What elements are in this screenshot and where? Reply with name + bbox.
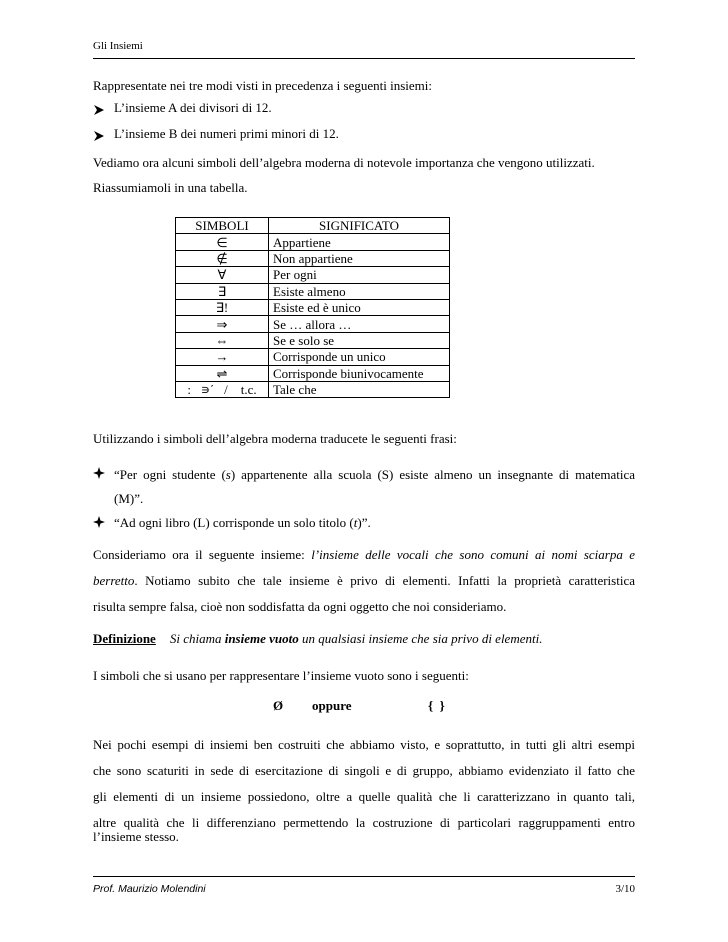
running-header: Gli Insiemi: [93, 40, 143, 52]
footer-author: Prof. Maurizio Molendini: [93, 883, 206, 895]
final-par-line: l’insieme stesso.: [93, 829, 179, 844]
definition-term: insieme vuoto: [224, 631, 299, 646]
footer-rule: [93, 876, 635, 877]
phrase-1: “Per ogni studente (s) appartenente alla scuola (S) esiste almeno un insegnante di matematica: [114, 467, 635, 482]
symbol-cell: ∉: [176, 250, 269, 266]
arrow-bullet-icon: [93, 103, 105, 119]
meaning-cell: Corrisponde biunivocamente: [269, 365, 450, 381]
meaning-cell: Se … allora …: [269, 316, 450, 332]
symbols-intro: Vediamo ora alcuni simboli dell’algebra moderna di notevole importanza che vengono utilizzati.: [93, 155, 595, 170]
symbol-cell: ∀: [176, 267, 269, 283]
table-header-row: [176, 218, 450, 234]
empty-set-par-line-3: risulta sempre falsa, cioè non soddisfatta da ogni oggetto che noi consideriamo.: [93, 599, 507, 614]
table-row: [176, 234, 450, 250]
table-row: [176, 250, 450, 266]
phrase-1-cont: (M)”.: [114, 491, 144, 506]
table-row: [176, 283, 450, 299]
header-rule: [93, 58, 635, 59]
table-row: [176, 381, 450, 397]
empty-set-par-line-2: berretto. Notiamo subito che tale insieme è privo di elementi. Infatti la proprietà caratteristica: [93, 573, 635, 588]
exercise-item-b: L’insieme B dei numeri primi minori di 12.: [114, 126, 339, 141]
table-row: [176, 332, 450, 348]
final-par-line: gli elementi di un insieme possiedono, oltre a quelle qualità che li caratterizzano in quanto tali,: [93, 789, 635, 804]
table-row: [176, 365, 450, 381]
table-row: [176, 349, 450, 365]
symbols-line: I simboli che si usano per rappresentare l’insieme vuoto sono i seguenti:: [93, 668, 469, 683]
table-row: [176, 267, 450, 283]
empty-set-symbol-1: Ø: [273, 698, 284, 713]
table-row: [176, 299, 450, 315]
meaning-cell: Tale che: [269, 381, 450, 397]
symbol-cell: ⇔: [176, 332, 269, 348]
table-header-meaning: SIGNIFICATO: [269, 218, 450, 234]
symbol-cell: →: [176, 349, 269, 365]
phrase-2: “Ad ogni libro (L) corrisponde un solo titolo (t)”.: [114, 515, 371, 530]
final-par-line: altre qualità che li differenziano permettendo la costruzione di particolari raggruppamenti entro: [93, 815, 635, 830]
meaning-cell: Corrisponde un unico: [269, 349, 450, 365]
table-row: [176, 316, 450, 332]
empty-set-symbol-2: { }: [428, 698, 445, 713]
intro-text: Rappresentate nei tre modi visti in precedenza i seguenti insiemi:: [93, 78, 432, 93]
definition-line: Definizione Si chiama insieme vuoto un qualsiasi insieme che sia privo di elementi.: [93, 631, 543, 646]
final-par-line: Nei pochi esempi di insiemi ben costruiti che abbiamo visto, e soprattutto, in tutti gli altri esempi: [93, 737, 635, 752]
meaning-cell: Appartiene: [269, 234, 450, 250]
symbol-cell: ⇒: [176, 316, 269, 332]
table-header-symbols: SIMBOLI: [176, 218, 269, 234]
translate-intro: Utilizzando i simboli dell’algebra moderna traducete le seguenti frasi:: [93, 431, 457, 446]
diamond-bullet-icon: [93, 467, 105, 483]
empty-set-oppure: oppure: [312, 698, 352, 713]
summary-line: Riassumiamoli in una tabella.: [93, 180, 248, 195]
symbol-cell: ∈: [176, 234, 269, 250]
symbol-cell: ⇌: [176, 365, 269, 381]
symbol-cell: ∃!: [176, 299, 269, 315]
final-par-line: che sono scaturiti in sede di esercitazione di singoli e di gruppo, abbiamo evidenziato il fatto che: [93, 763, 635, 778]
meaning-cell: Non appartiene: [269, 250, 450, 266]
meaning-cell: Esiste ed è unico: [269, 299, 450, 315]
page-number: 3/10: [615, 883, 635, 895]
diamond-bullet-icon: [93, 516, 105, 532]
symbol-cell: : ∍΄ / t.c.: [176, 381, 269, 397]
meaning-cell: Se e solo se: [269, 332, 450, 348]
definition-label: Definizione: [93, 631, 156, 646]
meaning-cell: Per ogni: [269, 267, 450, 283]
meaning-cell: Esiste almeno: [269, 283, 450, 299]
arrow-bullet-icon: [93, 129, 105, 145]
empty-set-par-line-1: Consideriamo ora il seguente insieme: l’insieme delle vocali che sono comuni ai nomi sciarpa e: [93, 547, 636, 562]
symbol-cell: ∃: [176, 283, 269, 299]
exercise-item-a: L’insieme A dei divisori di 12.: [114, 100, 272, 115]
symbols-table: [175, 217, 450, 398]
